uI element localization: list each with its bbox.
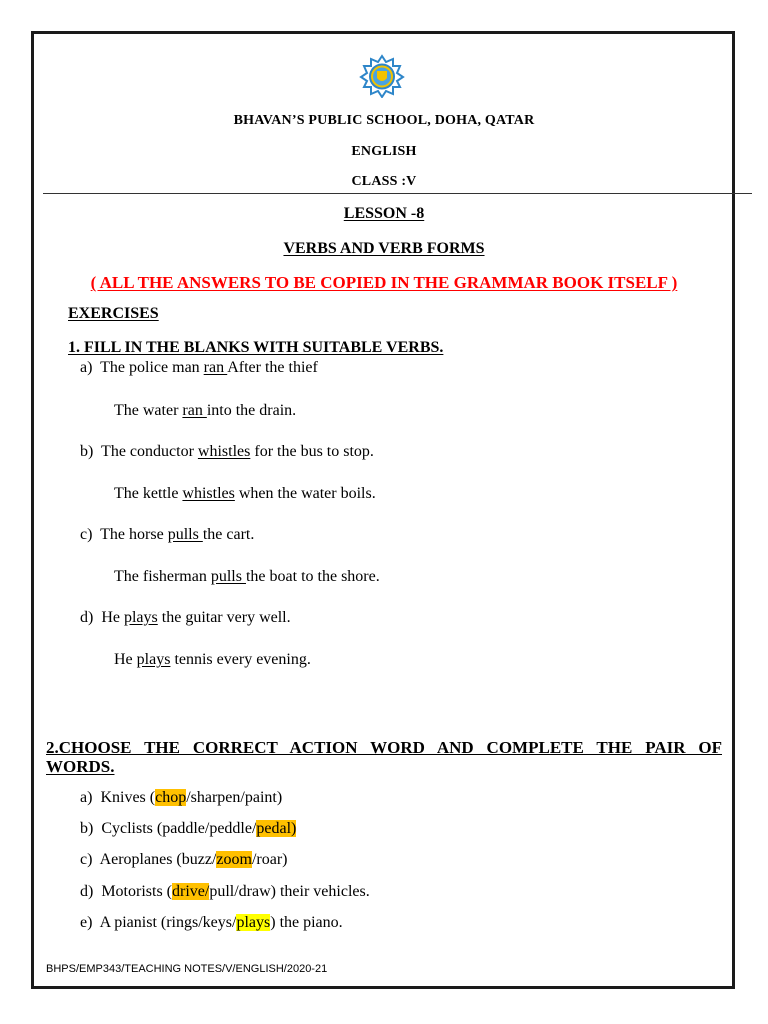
item-marker: a) [80,789,93,806]
answer: pulls [167,526,203,543]
answer: ran [182,402,207,419]
exercises-heading: EXERCISES [68,305,159,322]
highlighted-answer: plays [236,914,271,931]
list-item: c) The horse pulls the cart. [80,526,255,543]
item-marker: b) [80,820,94,837]
answer: whistles [182,485,235,502]
item-marker: d) [80,609,94,626]
item-marker: c) [80,851,93,868]
list-item: a) The police man ran After the thief [80,359,318,376]
school-name: BHAVAN’S PUBLIC SCHOOL, DOHA, QATAR [233,113,535,128]
list-item: The fisherman pulls the boat to the shore. [114,568,380,585]
item-marker: d) [80,883,94,900]
lesson-instruction: ( ALL THE ANSWERS TO BE COPIED IN THE GRAMMAR BOOK ITSELF ) [90,273,678,292]
highlighted-answer: drive/ [172,883,210,900]
item-marker: a) [80,359,93,376]
subject-label: ENGLISH [351,144,417,159]
footer-code: BHPS/EMP343/TEACHING NOTES/V/ENGLISH/2020-21 [46,963,328,975]
list-item: b) The conductor whistles for the bus to stop. [80,443,374,460]
highlighted-answer: chop [155,789,187,806]
list-item: d) He plays the guitar very well. [80,609,291,626]
list-item: e) A pianist (rings/keys/plays) the piano. [80,914,343,931]
list-item: b) Cyclists (paddle/peddle/pedal) [80,820,297,837]
list-item: The kettle whistles when the water boils. [114,485,376,502]
answer: plays [123,609,158,626]
class-label: CLASS :V [351,174,417,189]
list-item: d) Motorists (drive/pull/draw) their vehicles. [80,883,370,900]
list-item: The water ran into the drain. [114,402,297,419]
item-marker: e) [80,914,93,931]
list-item: a) Knives (chop/sharpen/paint) [80,789,283,806]
item-marker: b) [80,443,94,460]
answer: plays [136,651,171,668]
school-logo-icon [356,54,408,98]
list-item: c) Aeroplanes (buzz/zoom/roar) [80,851,288,868]
header-divider [43,193,752,194]
answer: pulls [210,568,246,585]
lesson-number: LESSON -8 [343,205,425,222]
section2-heading: 2.CHOOSE THE CORRECT ACTION WORD AND COMPLETE THE PAIR OF [46,738,722,757]
lesson-title: VERBS AND VERB FORMS [283,240,485,257]
section2-heading-line2: WORDS. [46,757,115,776]
answer: ran [203,359,228,376]
answer: whistles [197,443,251,460]
highlighted-answer: pedal) [256,820,297,837]
list-item: He plays tennis every evening. [114,651,311,668]
highlighted-answer: zoom [216,851,252,868]
section1-heading: 1. FILL IN THE BLANKS WITH SUITABLE VERBS. [68,339,444,356]
item-marker: c) [80,526,93,543]
